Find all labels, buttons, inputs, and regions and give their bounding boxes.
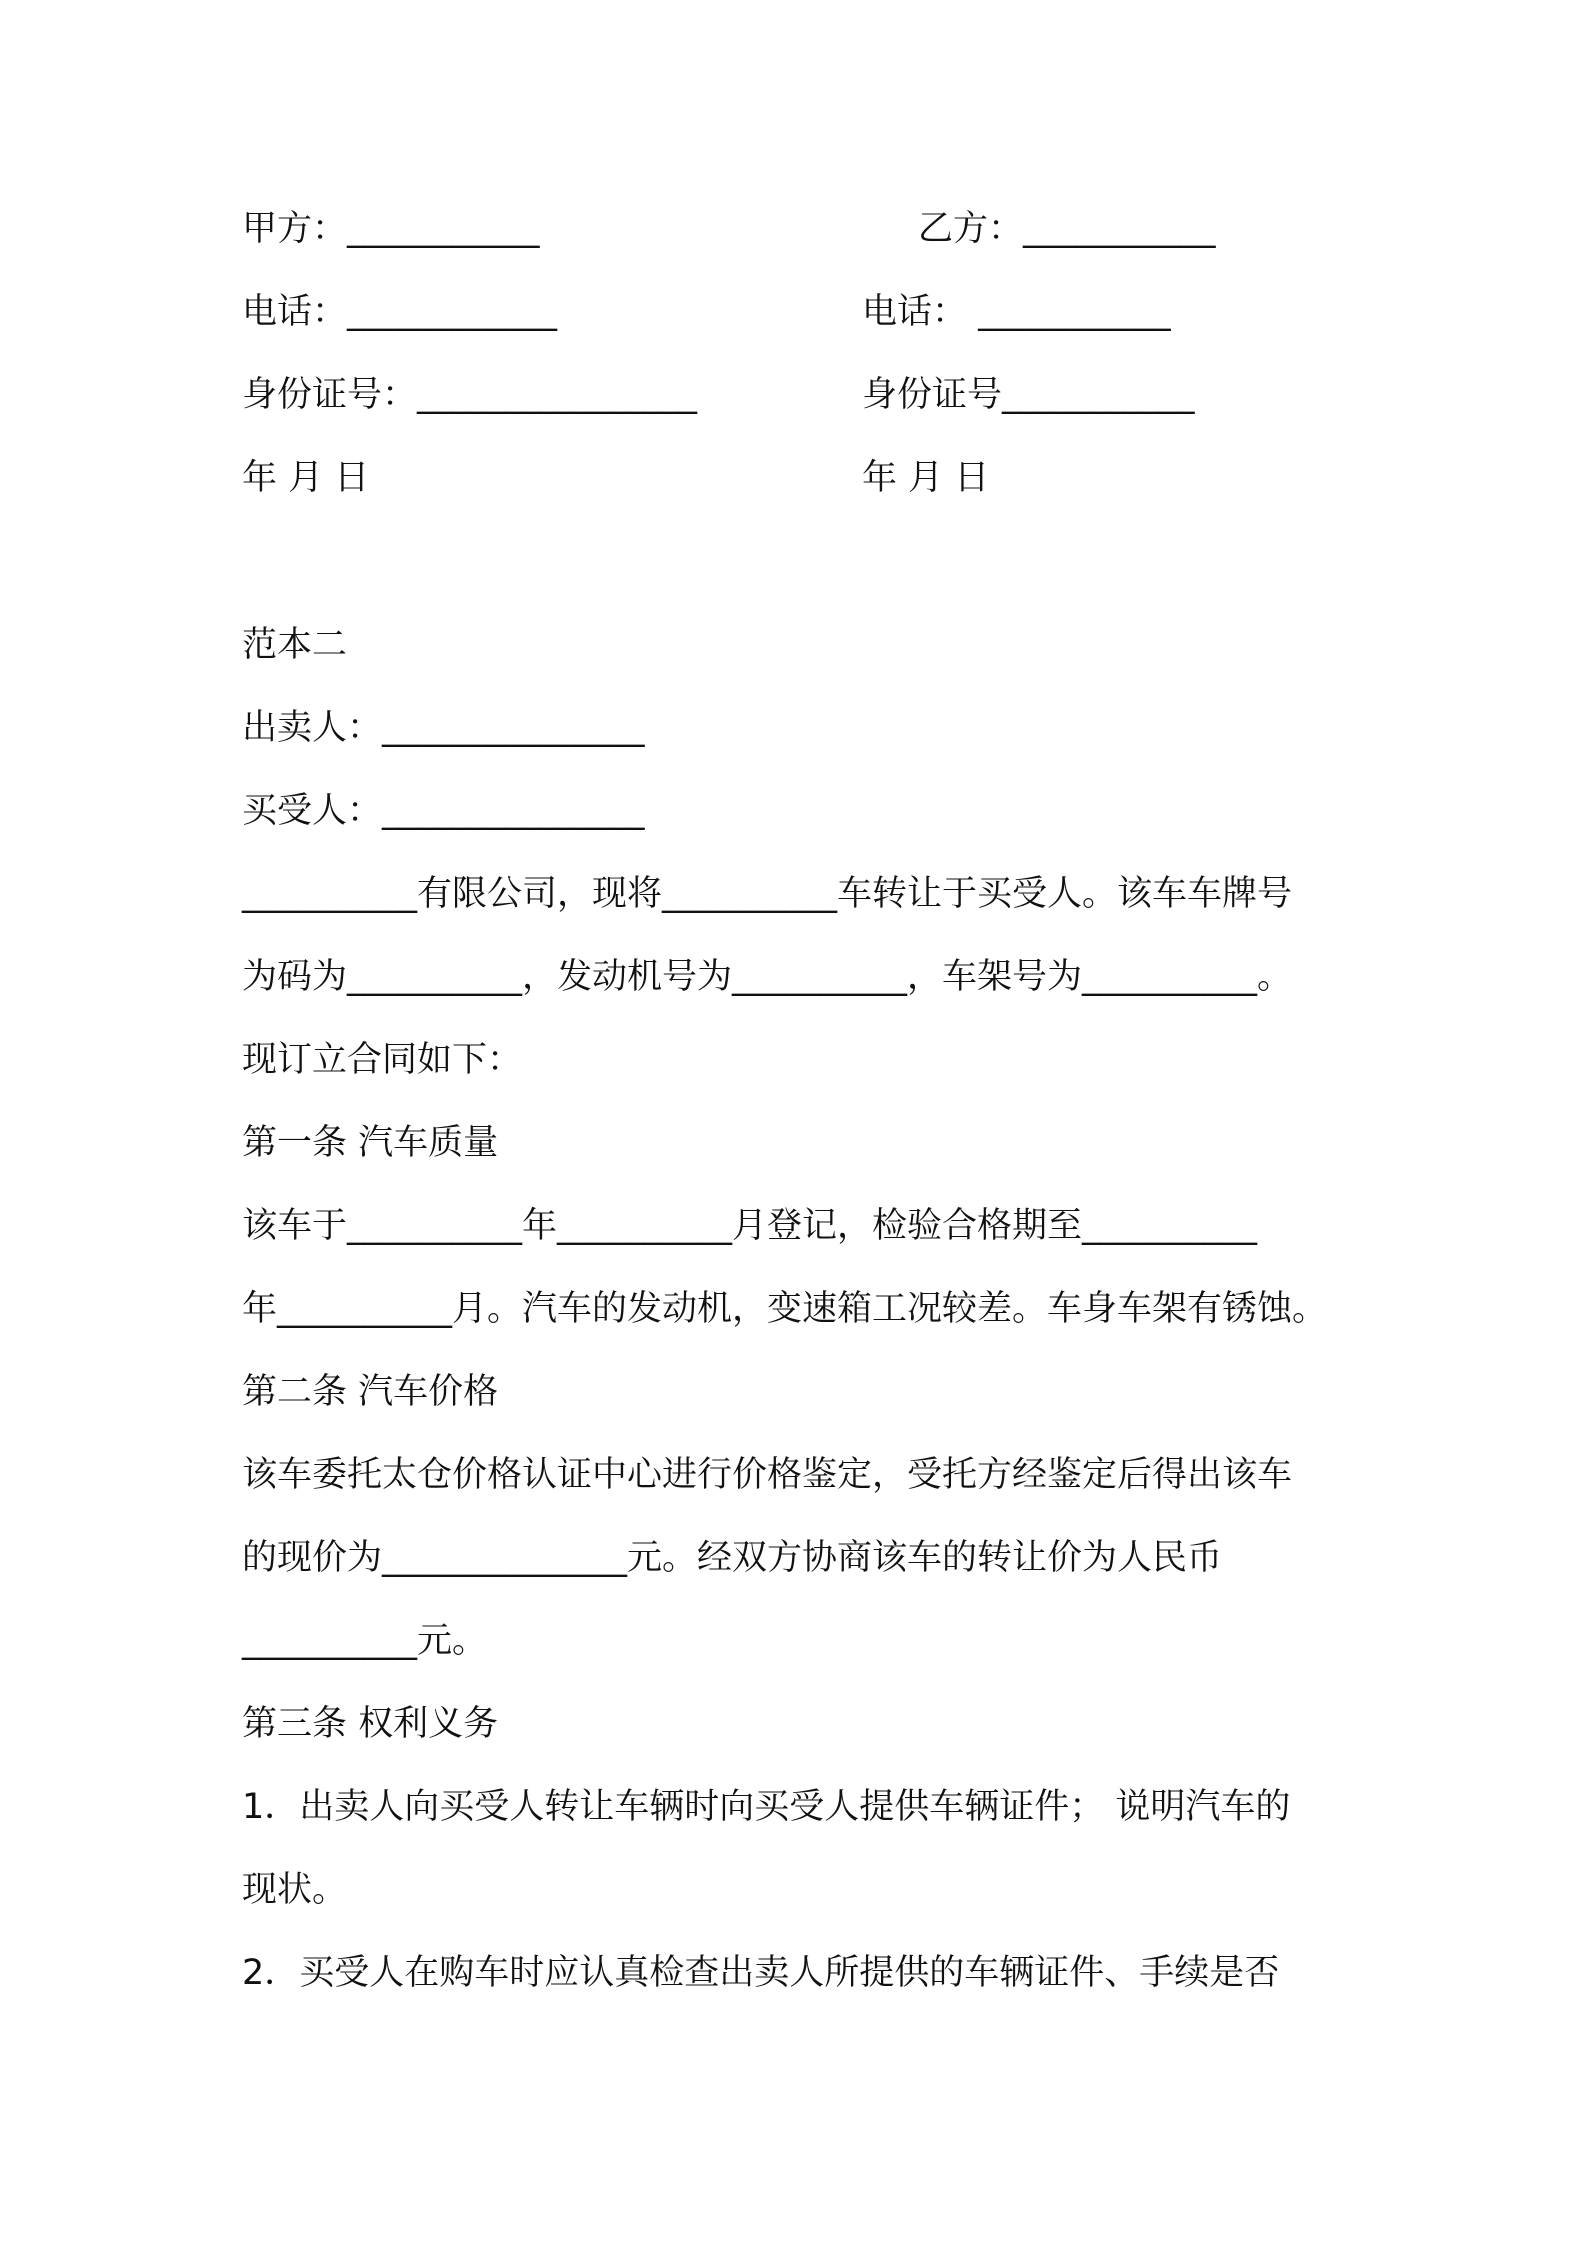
article-3-line: 现状。 — [242, 1870, 348, 1910]
template-heading: 范本二 — [242, 625, 348, 665]
article-1-line: 年__________月。汽车的发动机，变速箱工况较差。车身车架有锈蚀。 — [242, 1289, 1328, 1329]
party-b-field: 乙方：___________ — [918, 209, 1216, 249]
article-2-line: __________元。 — [242, 1621, 488, 1661]
party-b-phone-field: 电话： ___________ — [862, 292, 1171, 332]
article-3-title: 第三条 权利义务 — [242, 1704, 499, 1744]
article-2-title: 第二条 汽车价格 — [242, 1372, 499, 1412]
buyer-field: 买受人：_______________ — [242, 791, 645, 831]
article-3-line: 2．买受人在购车时应认真检查出卖人所提供的车辆证件、手续是否 — [242, 1953, 1280, 1993]
article-1-title: 第一条 汽车质量 — [242, 1123, 499, 1163]
article-2-line: 该车委托太仓价格认证中心进行价格鉴定，受托方经鉴定后得出该车 — [242, 1455, 1293, 1495]
article-1-line: 该车于__________年__________月登记，检验合格期至__________ — [242, 1206, 1258, 1246]
intro-line: 现订立合同如下： — [242, 1040, 523, 1080]
party-b-date-field: 年 月 日 — [862, 458, 990, 498]
party-b-id-field: 身份证号___________ — [862, 375, 1195, 415]
party-a-field: 甲方：___________ — [242, 209, 540, 249]
seller-field: 出卖人：_______________ — [242, 708, 645, 748]
party-a-date-field: 年 月 日 — [242, 458, 370, 498]
party-a-id-field: 身份证号：________________ — [242, 375, 698, 415]
party-a-phone-field: 电话：____________ — [242, 292, 558, 332]
article-2-line: 的现价为______________元。经双方协商该车的转让价为人民币 — [242, 1538, 1223, 1578]
article-3-line: 1．出卖人向买受人转让车辆时向买受人提供车辆证件； 说明汽车的 — [242, 1787, 1291, 1827]
intro-line: 为码为__________，发动机号为__________，车架号为__________。 — [242, 957, 1293, 997]
intro-line: __________有限公司，现将__________车转让于买受人。该车车牌号 — [242, 874, 1293, 914]
